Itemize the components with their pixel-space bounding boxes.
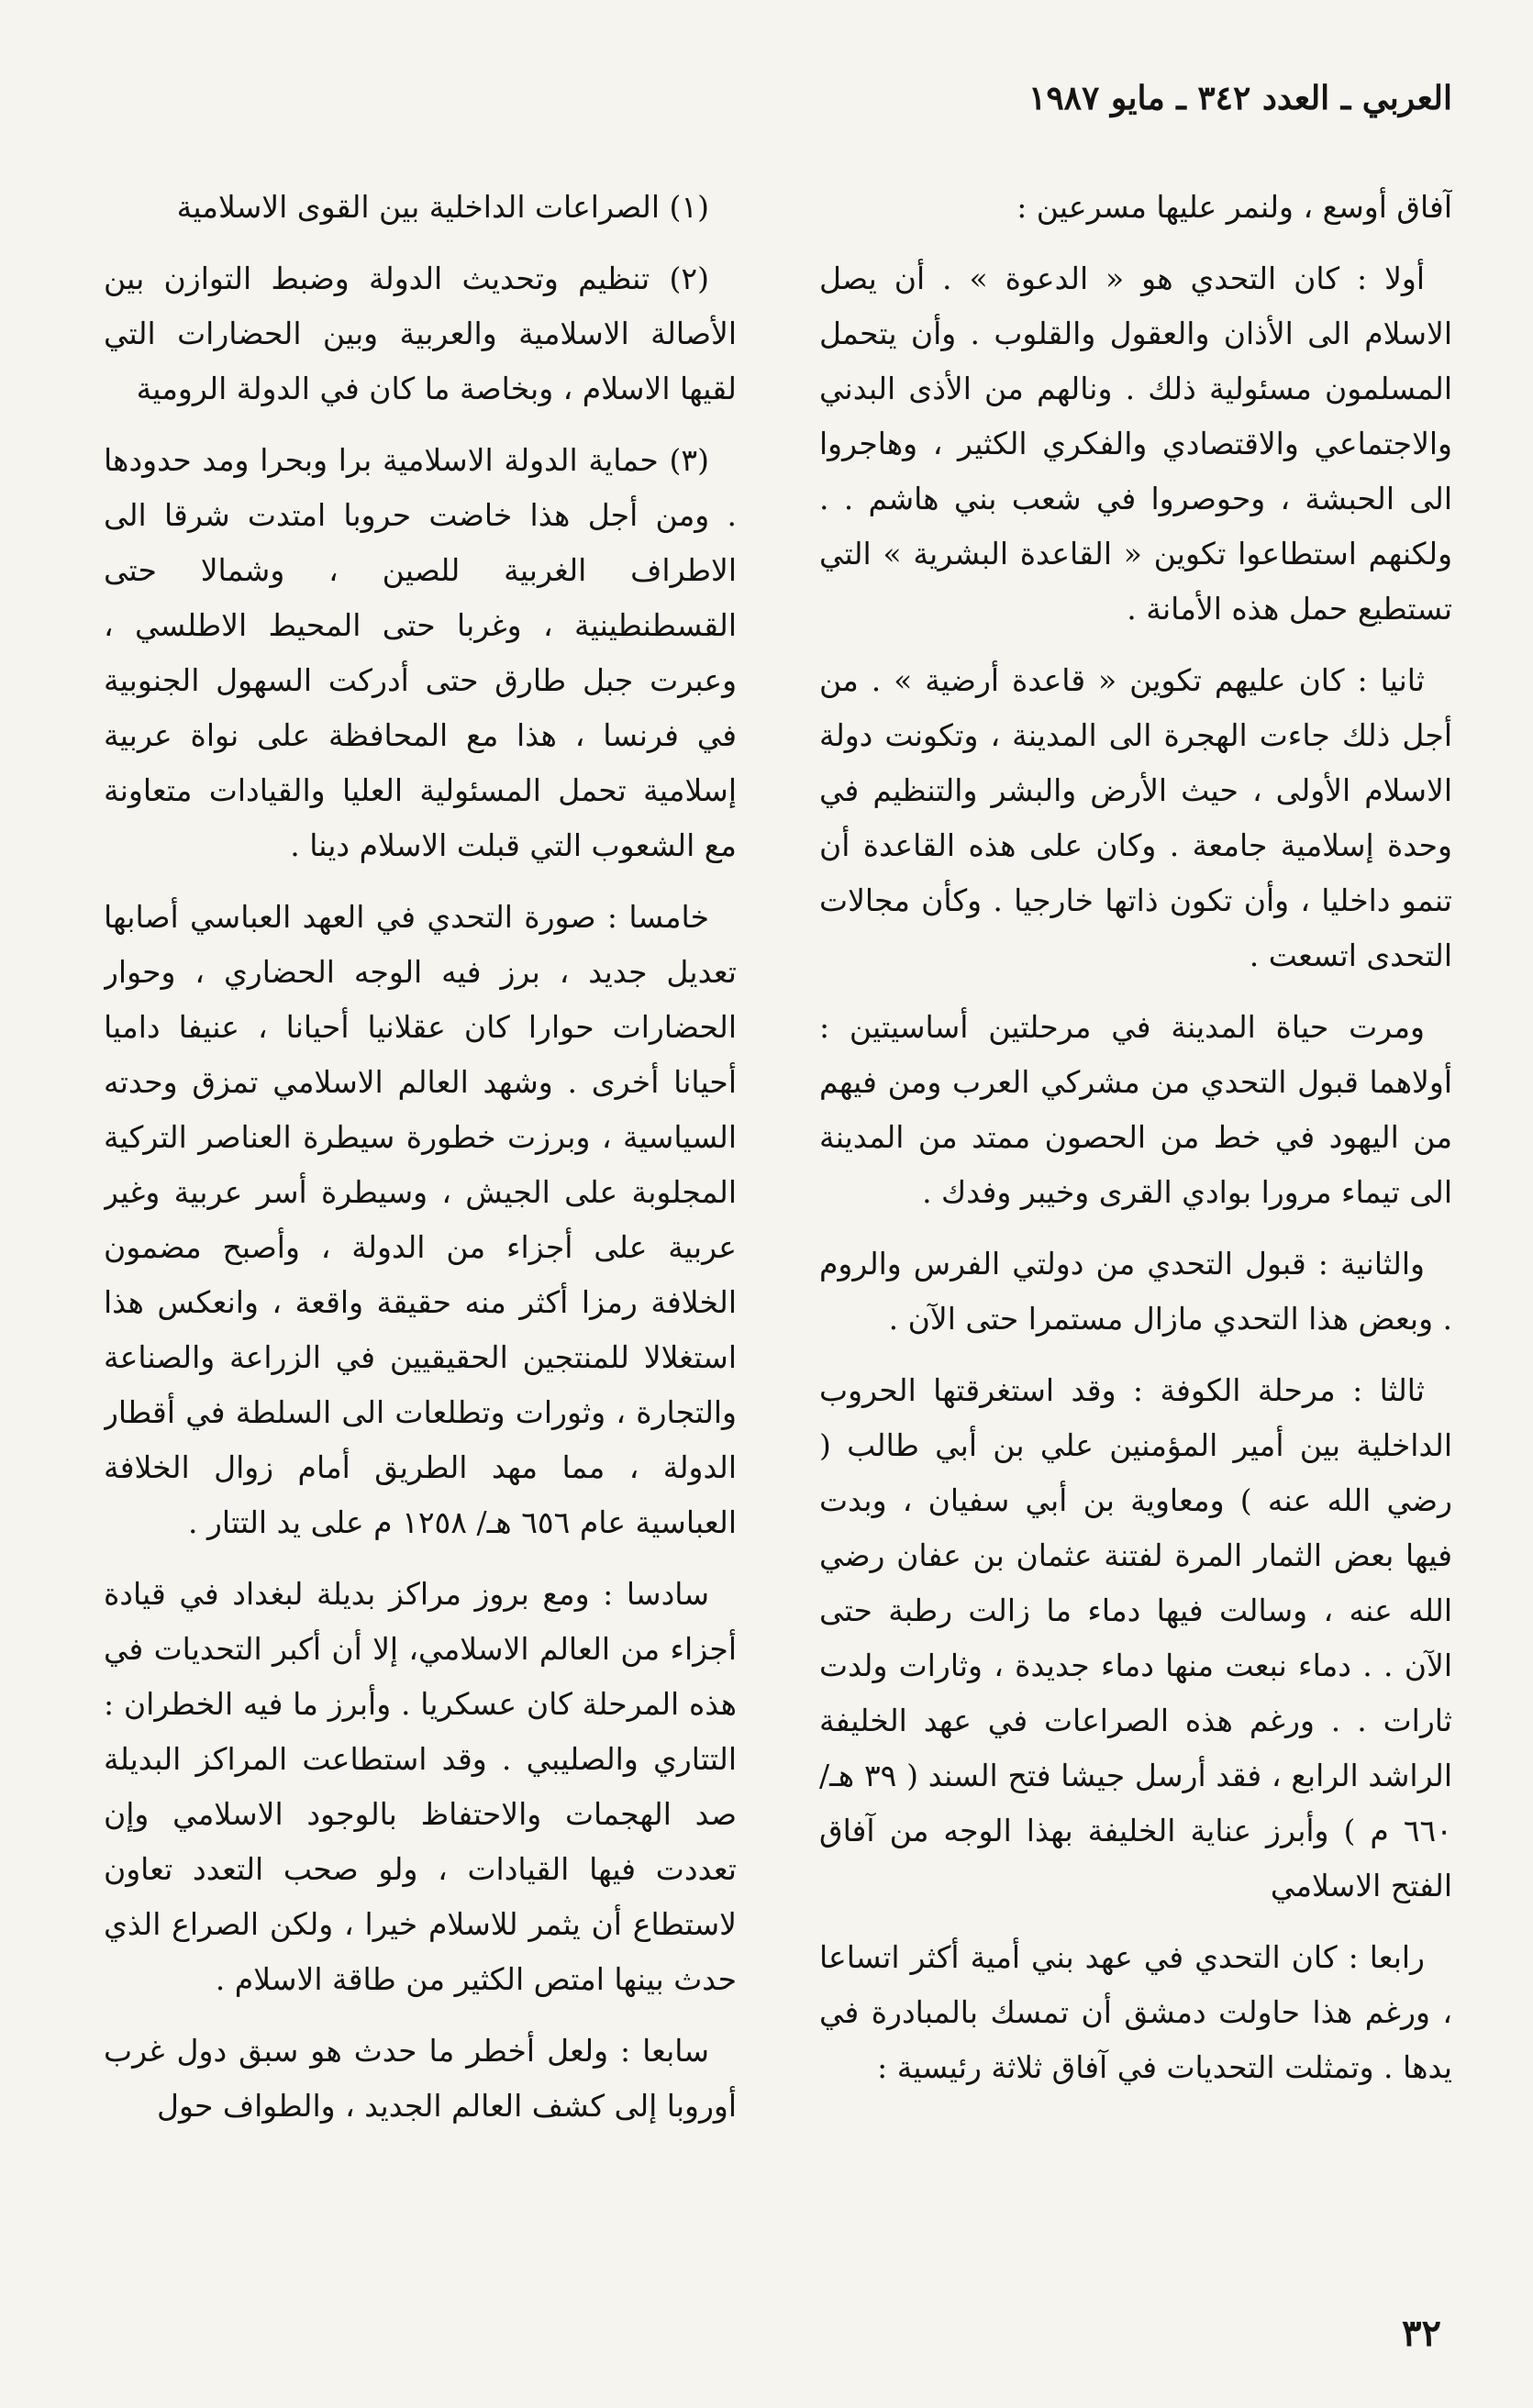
- paragraph: ثانيا : كان عليهم تكوين « قاعدة أرضية » . من أجل ذلك جاءت الهجرة الى المدينة ، وتكونت دولة الاسلام الأولى ، حيث الأرض والبشر والتنظيم في وحدة إسلامية جامعة . وكان على هذه القاعدة أن تنمو داخليا ، وأن تكون ذاتها خارجيا . وكأن مجالات التحدى اتسعت .: [819, 662, 1452, 973]
- paragraph: ومرت حياة المدينة في مرحلتين أساسيتين : أولاهما قبول التحدي من مشركي العرب ومن فيهم من اليهود في خط من الحصون ممتد من المدينة الى تيماء مرورا بوادي القرى وخيبر وفدك .: [819, 1009, 1452, 1210]
- right-column: [819, 180, 1452, 2253]
- paragraph: خامسا : صورة التحدي في العهد العباسي أصابها تعديل جديد ، برز فيه الوجه الحضاري ، وحوار الحضارات حوارا كان عقلانيا أحيانا ، عنيفا داميا أحيانا أخرى . وشهد العالم الاسلامي تمزق وحدته السياسية ، وبرزت خطورة سيطرة العناصر التركية المجلوبة على الجيش ، وسيطرة أسر عربية وغير عربية على أجزاء من الدولة ، وأصبح مضمون الخلافة رمزا أكثر منه حقيقة واقعة ، وانعكس هذا استغلالا للمنتجين الحقيقيين في الزراعة والصناعة والتجارة ، وثورات وتطلعات الى السلطة في أقطار الدولة ، مما مهد الطريق أمام زوال الخلافة العباسية عام ٦٥٦ هـ/ ١٢٥٨ م على يد التتار .: [104, 899, 737, 1540]
- paragraph: (٢) تنظيم وتحديث الدولة وضبط التوازن بين الأصالة الاسلامية والعربية وبين الحضارات التي لقيها الاسلام ، وبخاصة ما كان في الدولة الرومية: [104, 261, 737, 406]
- running-header: العربي ـ العدد ٣٤٢ ـ مايو ١٩٨٧: [1028, 79, 1452, 117]
- page-number: ٣٢: [1402, 2312, 1441, 2355]
- paragraph: آفاق أوسع ، ولنمر عليها مسرعين :: [1016, 189, 1452, 225]
- paragraph: ثالثا : مرحلة الكوفة : وقد استغرقتها الحروب الداخلية بين أمير المؤمنين علي بن أبي طالب ( رضي الله عنه ) ومعاوية بن أبي سفيان ، وبدت فيها بعض الثمار المرة لفتنة عثمان بن عفان رضي الله عنه ، وسالت فيها دماء ما زالت رطبة حتى الآن . . دماء نبعت منها دماء جديدة ، وثارات ولدت ثارات . . ورغم هذه الصراعات في عهد الخليفة الراشد الرابع ، فقد أرسل جيشا فتح السند ( ٣٩ هـ/ ٦٦٠ م ) وأبرز عناية الخليفة بهذا الوجه من آفاق الفتح الاسلامي: [819, 1372, 1452, 1903]
- paragraph: أولا : كان التحدي هو « الدعوة » . أن يصل الاسلام الى الأذان والعقول والقلوب . وأن يتحمل المسلمون مسئولية ذلك . ونالهم من الأذى البدني والاجتماعي والاقتصادي والفكري الكثير ، وهاجروا الى الحبشة ، وحوصروا في شعب بني هاشم . . ولكنهم استطاعوا تكوين « القاعدة البشرية » التي تستطيع حمل هذه الأمانة .: [819, 261, 1452, 627]
- left-column: [104, 180, 737, 2253]
- paragraph: رابعا : كان التحدي في عهد بني أمية أكثر اتساعا ، ورغم هذا حاولت دمشق أن تمسك بالمبادرة في يدها . وتمثلت التحديات في آفاق ثلاثة رئيسية :: [819, 1939, 1452, 2085]
- paragraph: والثانية : قبول التحدي من دولتي الفرس والروم . وبعض هذا التحدي مازال مستمرا حتى الآن .: [819, 1246, 1452, 1337]
- paragraph: سادسا : ومع بروز مراكز بديلة لبغداد في قيادة أجزاء من العالم الاسلامي، إلا أن أكبر التحديات في هذه المرحلة كان عسكريا . وأبرز ما فيه الخطران : التتاري والصليبي . وقد استطاعت المراكز البديلة صد الهجمات والاحتفاظ بالوجود الاسلامي وإن تعددت فيها القيادات ، ولو صحب التعدد تعاون لاستطاع أن يثمر للاسلام خيرا ، ولكن الصراع الذي حدث بينها امتص الكثير من طاقة الاسلام .: [104, 1576, 737, 1997]
- paragraph: (١) الصراعات الداخلية بين القوى الاسلامية: [176, 189, 709, 225]
- paragraph: (٣) حماية الدولة الاسلامية برا وبحرا ومد حدودها . ومن أجل هذا خاضت حروبا امتدت شرقا الى الاطراف الغربية للصين ، وشمالا حتى القسطنطينية ، وغربا حتى المحيط الاطلسي ، وعبرت جبل طارق حتى أدركت السهول الجنوبية في فرنسا ، هذا مع المحافظة على نواة عربية إسلامية تحمل المسئولية العليا والقيادات متعاونة مع الشعوب التي قبلت الاسلام دينا .: [104, 442, 737, 863]
- paragraph: سابعا : ولعل أخطر ما حدث هو سبق دول غرب أوروبا إلى كشف العالم الجديد ، والطواف حول: [104, 2033, 737, 2124]
